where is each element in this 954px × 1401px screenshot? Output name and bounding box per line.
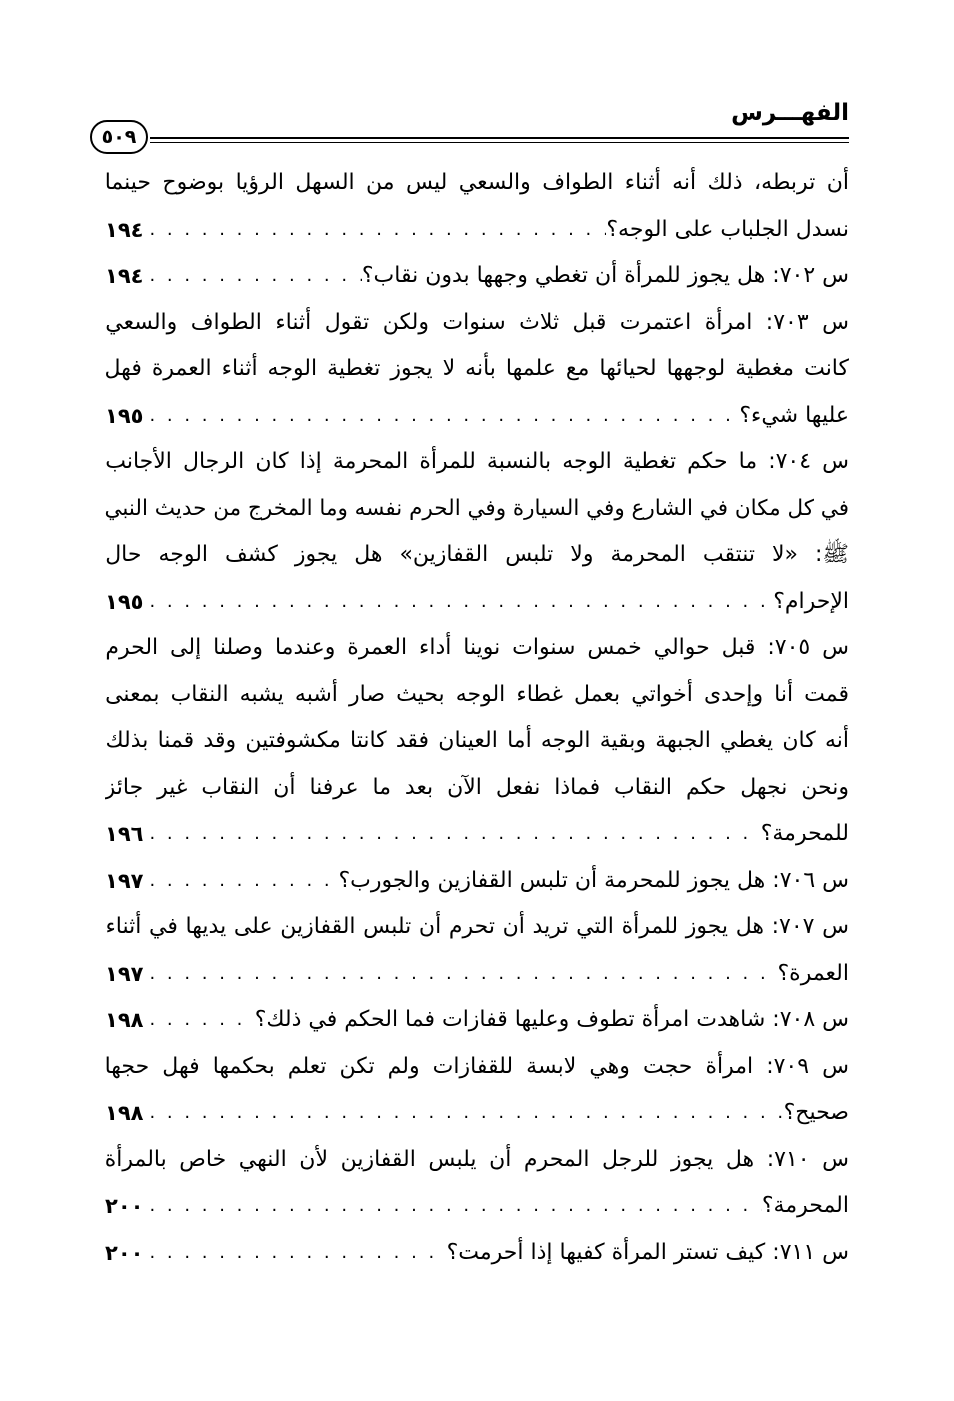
entry-text: س ٧٠٦: هل يجوز للمحرمة أن تلبس القفازين والجورب؟ bbox=[338, 867, 849, 893]
index-entry-line bbox=[105, 532, 849, 579]
entry-text: س ٧٠٧: هل يجوز للمرأة التي تريد أن تحرم أن تلبس القفازين على يديها في أثناء bbox=[105, 914, 849, 939]
page-title: الفهـــرس bbox=[731, 100, 849, 126]
index-entry-line bbox=[105, 346, 849, 393]
index-entries bbox=[105, 160, 849, 1276]
dot-leader bbox=[143, 811, 760, 858]
index-entry-line bbox=[105, 300, 849, 347]
index-entry-line bbox=[105, 160, 849, 207]
entry-text: قمت أنا وإحدى أخواتي بعمل غطاء الوجه بحيث صار أشبه يشبه النقاب بمعنى bbox=[105, 681, 849, 707]
entry-text: أنه كان يغطي الجبهة وبقية الوجه أما العينان فقد كانتا مكشوفتين وقد قمنا بذلك bbox=[105, 728, 849, 753]
entry-text: صحيح؟ bbox=[783, 1100, 849, 1125]
dot-leader bbox=[143, 951, 777, 998]
entry-page-number: ١٩٧ bbox=[105, 868, 144, 893]
entry-text: س ٧١٠: هل يجوز للرجل المحرم أن يلبس القفازين لأن النهي خاص بالمرأة bbox=[105, 1146, 849, 1172]
index-entry-end-line bbox=[105, 579, 849, 626]
index-entry-line bbox=[105, 765, 849, 812]
header-rule bbox=[150, 137, 849, 139]
entry-page-number: ١٩٤ bbox=[105, 264, 144, 288]
index-entry-line bbox=[105, 1137, 849, 1184]
index-entry-line bbox=[105, 672, 849, 719]
index-entry-end-line bbox=[105, 1090, 849, 1137]
entry-text: المحرمة؟ bbox=[761, 1193, 849, 1218]
entry-page-number: ٢٠٠ bbox=[105, 1240, 144, 1265]
header-rule-thin bbox=[150, 142, 849, 143]
entry-text: للمحرمة؟ bbox=[760, 821, 849, 846]
entry-text: س ٧٠٨: شاهدت امرأة تطوف وعليها قفازات فما الحكم في ذلك؟ bbox=[254, 1007, 849, 1032]
entry-page-number: ١٩٥ bbox=[105, 403, 144, 428]
dot-leader bbox=[143, 1230, 446, 1277]
page-number-badge bbox=[90, 120, 148, 154]
entry-page-number: ١٩٦ bbox=[105, 822, 144, 846]
dot-leader bbox=[143, 207, 606, 254]
entry-text: الإحرام؟ bbox=[773, 588, 849, 614]
index-entry-line bbox=[105, 1044, 849, 1091]
dot-leader bbox=[143, 1183, 761, 1230]
dot-leader bbox=[143, 997, 254, 1044]
entry-text: ﷺ: «لا تنتقب المحرمة ولا تلبس القفازين» هل يجوز كشف الوجه حال bbox=[105, 542, 849, 567]
dot-leader bbox=[143, 858, 338, 905]
entry-text: س ٧٠٣: امرأة اعتمرت قبل ثلاث سنوات ولكن تقول أثناء الطواف والسعي bbox=[105, 309, 849, 335]
index-entry-line bbox=[105, 439, 849, 486]
entry-text: س ٧٠٥: قبل حوالي خمس سنوات نوينا أداء العمرة وعندما وصلنا إلى الحرم bbox=[105, 635, 849, 660]
entry-page-number: ٢٠٠ bbox=[105, 1194, 144, 1218]
entry-text: كانت مغطية لوجهها لحيائها مع علمها بأنه لا يجوز تغطية الوجه أثناء العمرة فهل bbox=[105, 356, 849, 381]
entry-text: أن تربطه، ذلك أنه أثناء الطواف والسعي ليس من السهل الرؤيا بوضوح حينما bbox=[105, 170, 849, 195]
entry-text: نسدل الجلباب على الوجه؟ bbox=[606, 216, 849, 242]
entry-text: العمرة؟ bbox=[777, 960, 849, 986]
entry-text: س ٧٠٢: هل يجوز للمرأة أن تغطي وجهها بدون نقاب؟ bbox=[361, 263, 849, 288]
entry-page-number: ١٩٥ bbox=[105, 589, 144, 614]
entry-text: في كل مكان في الشارع وفي السيارة وفي الحرم نفسه وما المخرج من حديث النبي bbox=[105, 495, 849, 521]
dot-leader bbox=[143, 579, 773, 626]
dot-leader bbox=[143, 1090, 783, 1137]
index-entry-end-line bbox=[105, 997, 849, 1044]
entry-text: س ٧٠٤: ما حكم تغطية الوجه بالنسبة للمرأة المحرمة إذا كان الرجال الأجانب bbox=[105, 449, 849, 474]
index-entry-line bbox=[105, 718, 849, 765]
entry-text: س ٧٠٩: امرأة حجت وهي لابسة للقفازات ولم تكن تعلم بحكمها فهل حجها bbox=[105, 1053, 849, 1079]
index-entry-line bbox=[105, 904, 849, 951]
index-entry-end-line bbox=[105, 393, 849, 440]
entry-page-number: ١٩٨ bbox=[105, 1008, 144, 1032]
index-entry-end-line bbox=[105, 1183, 849, 1230]
entry-text: عليها شيء؟ bbox=[739, 402, 849, 428]
index-entry-line bbox=[105, 486, 849, 533]
index-entry-end-line bbox=[105, 207, 849, 254]
entry-text: ونحن نجهل حكم النقاب فماذا نفعل الآن بعد ما عرفنا أن النقاب غير جائز bbox=[105, 774, 849, 800]
index-entry-end-line bbox=[105, 858, 849, 905]
page-number: ٥٠٩ bbox=[101, 126, 137, 148]
index-entry-end-line bbox=[105, 1230, 849, 1277]
index-entry-end-line bbox=[105, 253, 849, 300]
index-entry-end-line bbox=[105, 811, 849, 858]
index-entry-line bbox=[105, 625, 849, 672]
dot-leader bbox=[143, 393, 739, 440]
index-entry-end-line bbox=[105, 951, 849, 998]
entry-page-number: ١٩٧ bbox=[105, 961, 144, 986]
entry-page-number: ١٩٨ bbox=[105, 1101, 144, 1125]
entry-text: س ٧١١: كيف تستر المرأة كفيها إذا أحرمت؟ bbox=[446, 1239, 849, 1265]
dot-leader bbox=[143, 253, 361, 300]
entry-page-number: ١٩٤ bbox=[105, 217, 144, 242]
